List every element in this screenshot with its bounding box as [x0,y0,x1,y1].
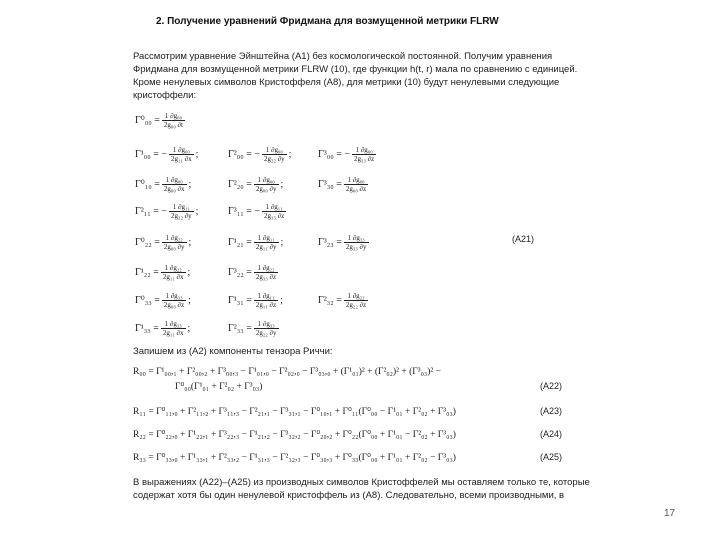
christoffel-term [135,320,190,337]
intro-line: Рассмотрим уравнение Эйнштейна (A1) без космологической постоянной. Получим уравнения [133,51,553,62]
ricci-equation-line: R₁₁ = Γ⁰₁₁,₀ + Γ²₁₁,₂ + Γ³₁₁,₃ − Γ²₂₁,₁ − Γ³₃₁,₁ − Γ⁰₁₀,₁ + Γ⁰₁₁(Γ⁰₀₀ − Γ¹₀₁ + Γ²₀₂ + Γ³₀₃) [133,407,456,417]
fraction-numerator: 1 ∂g₂₂ [162,234,187,243]
term-separator: ; [188,294,191,306]
fraction-numerator: 1 ∂g₀₀ [344,176,368,185]
fraction-denominator: 2g₁₁ ∂z [255,301,277,309]
fraction-denominator: 2g₃₃ ∂z [255,273,277,281]
christoffel-term [228,146,291,163]
ricci-equation-line: Γ⁰₀₀(Γ¹₀₁ + Γ²₀₂ + Γ³₀₃) [175,382,263,392]
christoffel-term [228,203,288,220]
fraction-denominator: 2g₃₃ ∂y [345,243,367,251]
term-separator: ; [280,294,283,306]
christoffel-term [228,264,280,281]
christoffel-symbol: Γ²₀₀ = − [228,148,261,160]
christoffel-term [135,176,191,193]
christoffel-symbol: Γ⁰₀₀ = [135,114,160,126]
ricci-equation-line: R₂₂ = Γ⁰₂₂,₀ + Γ¹₂₂,₁ + Γ³₂₂,₃ − Γ¹₂₁,₂ − Γ³₃₂,₂ − Γ⁰₂₀,₂ + Γ⁰₂₂(Γ⁰₀₀ + Γ¹₀₁ − Γ²₀₂ + Γ³₀₃) [133,430,456,440]
christoffel-term [135,264,190,281]
christoffel-symbol: Γ³₃₀ = [318,178,342,190]
fraction-numerator: 1 ∂g₃₃ [344,234,369,243]
fraction-denominator: 2g₂₂ ∂y [255,329,277,337]
equation-label-a21: (A21) [512,234,535,244]
section-heading: 2. Получение уравнений Фридмана для возмущенной метрики FLRW [156,16,499,27]
fraction [344,176,368,193]
christoffel-term [318,234,371,251]
fraction [352,146,376,163]
christoffel-term [135,146,198,163]
term-separator: ; [288,148,292,160]
fraction [254,176,279,193]
fraction-numerator: 1 ∂g₂₂ [254,264,278,273]
fraction-denominator: 2g₀₀ ∂z [345,185,367,193]
fraction-numerator: 1 ∂g₀₀ [262,146,287,155]
fraction-denominator: 2g₀₀ ∂y [255,185,277,193]
christoffel-term [135,292,191,309]
fraction-numerator: 1 ∂g₁₁ [254,292,278,301]
fraction-numerator: 1 ∂g₀₀ [169,146,194,155]
intro-line: Фридмана для возмущенной метрики FLRW (10), где функции h(t, r) мала по сравнению с единицей. [133,64,578,75]
christoffel-symbol: Γ¹₂₂ = [135,266,159,278]
equation-label: (A22) [540,381,563,391]
fraction-numerator: 1 ∂g₁₁ [254,234,279,243]
term-separator: ; [188,178,192,190]
christoffel-term [228,292,283,309]
outro-line: В выражениях (A22)–(A25) из производных символов Кристоффелей мы оставляем только те, которые [133,477,590,488]
christoffel-symbol: Γ⁰₁₀ = [135,178,160,190]
christoffel-symbol: Γ¹₃₁ = [228,294,252,306]
fraction-numerator: 1 ∂g₃₃ [161,320,186,329]
fraction-numerator: 1 ∂g₀₀ [352,146,376,155]
christoffel-symbol: Γ³₁₁ = − [228,205,261,217]
christoffel-symbol: Γ³₂₂ = [228,266,252,278]
fraction-denominator: 2g₀₀ ∂x [163,185,185,193]
intro-paragraph [133,50,577,102]
christoffel-symbol: Γ¹₀₀ = − [135,148,168,160]
christoffel-term [135,203,198,220]
ricci-equation-line: R₀₀ = Γ¹₀₀,₁ + Γ²₀₀,₂ + Γ³₀₀,₃ − Γ¹₀₁,₀ − Γ²₀₂,₀ − Γ³₀₃,₀ + (Γ¹₀₁)² + (Γ²₀₂)² + (Γ³₀₃)² − [133,367,441,377]
term-separator: ; [187,322,191,334]
fraction-denominator: 2g₂₂ ∂y [171,212,192,220]
christoffel-symbol: Γ³₂₃ = [318,236,342,248]
christoffel-symbol: Γ²₃₂ = [318,294,342,306]
equation-label: (A24) [540,429,563,439]
christoffel-term [318,176,370,193]
fraction-numerator: 1 ∂g₃₃ [254,320,279,329]
christoffel-term [228,234,283,251]
christoffel-symbol: Γ⁰₂₂ = [135,236,160,248]
fraction-denominator: 2g₁₁ ∂y [255,243,277,251]
fraction [162,292,186,309]
fraction-denominator: 2g₀₀ ∂t [163,121,183,129]
christoffel-term [318,292,370,309]
fraction [162,112,185,129]
fraction [169,203,194,220]
christoffel-term [135,234,191,251]
fraction [254,264,278,281]
christoffel-term [318,146,378,163]
fraction [161,264,186,281]
christoffel-term [228,176,283,193]
term-separator: ; [280,178,284,190]
fraction-numerator: 1 ∂g₂₂ [161,264,186,273]
ricci-intro: Запишем из (A2) компоненты тензора Риччи: [133,346,333,357]
christoffel-symbol: Γ¹₂₁ = [228,236,252,248]
ricci-equation-line: R₃₃ = Γ⁰₃₃,₀ + Γ¹₃₃,₁ + Γ²₃₃,₂ − Γ¹₃₁,₃ − Γ²₃₂,₃ − Γ⁰₃₀,₃ + Γ⁰₃₃(Γ⁰₀₀ + Γ¹₀₁ + Γ²₀₂ − Γ³₀₃) [133,453,456,463]
fraction [162,176,187,193]
term-separator: ; [188,236,192,248]
fraction-numerator: 1 ∂g₀₀ [162,112,185,121]
fraction-numerator: 1 ∂g₃₃ [162,292,186,301]
fraction-denominator: 2g₁₁ ∂x [162,273,184,281]
fraction [344,292,368,309]
fraction-denominator: 2g₀₀ ∂y [163,243,185,251]
equation-label: (A23) [540,406,563,416]
fraction-denominator: 2g₁₁ ∂x [162,329,184,337]
fraction [169,146,194,163]
fraction [254,320,279,337]
fraction-numerator: 1 ∂g₂₂ [344,292,368,301]
christoffel-symbol: Γ²₂₀ = [228,178,252,190]
equation-label: (A25) [540,452,563,462]
term-separator: ; [280,236,284,248]
fraction [262,146,287,163]
fraction [344,234,369,251]
fraction-denominator: 2g₃₃ ∂z [354,155,375,163]
fraction-numerator: 1 ∂g₀₀ [162,176,187,185]
fraction [254,234,279,251]
fraction [262,203,286,220]
fraction [162,234,187,251]
christoffel-term [135,112,187,129]
term-separator: ; [195,148,199,160]
page-number: 17 [664,508,676,519]
fraction-denominator: 2g₂₂ ∂z [345,301,367,309]
christoffel-symbol: Γ²₃₃ = [228,322,252,334]
outro-line: содержат хотя бы один ненулевой кристоффель из (A8). Следовательно, всеми производными, в [133,490,565,501]
fraction [254,292,278,309]
term-separator: ; [195,205,199,217]
fraction-denominator: 2g₃₃ ∂z [264,212,285,220]
fraction [161,320,186,337]
fraction-numerator: 1 ∂g₁₁ [169,203,194,212]
fraction-denominator: 2g₁₁ ∂x [171,155,192,163]
intro-line: кристоффели: [133,90,197,101]
fraction-denominator: 2g₂₂ ∂y [264,155,285,163]
fraction-denominator: 2g₀₀ ∂z [163,301,185,309]
christoffel-symbol: Γ³₀₀ = − [318,148,351,160]
intro-line: Кроме ненулевых символов Кристоффеля (A8), для метрики (10) будут ненулевыми следующие [133,77,560,88]
christoffel-symbol: Γ¹₃₃ = [135,322,159,334]
christoffel-term [228,320,281,337]
christoffel-symbol: Γ⁰₃₃ = [135,294,160,306]
fraction-numerator: 1 ∂g₁₁ [262,203,286,212]
outro-paragraph [133,476,590,502]
fraction-numerator: 1 ∂g₀₀ [254,176,279,185]
term-separator: ; [187,266,191,278]
christoffel-symbol: Γ²₁₁ = − [135,205,168,217]
